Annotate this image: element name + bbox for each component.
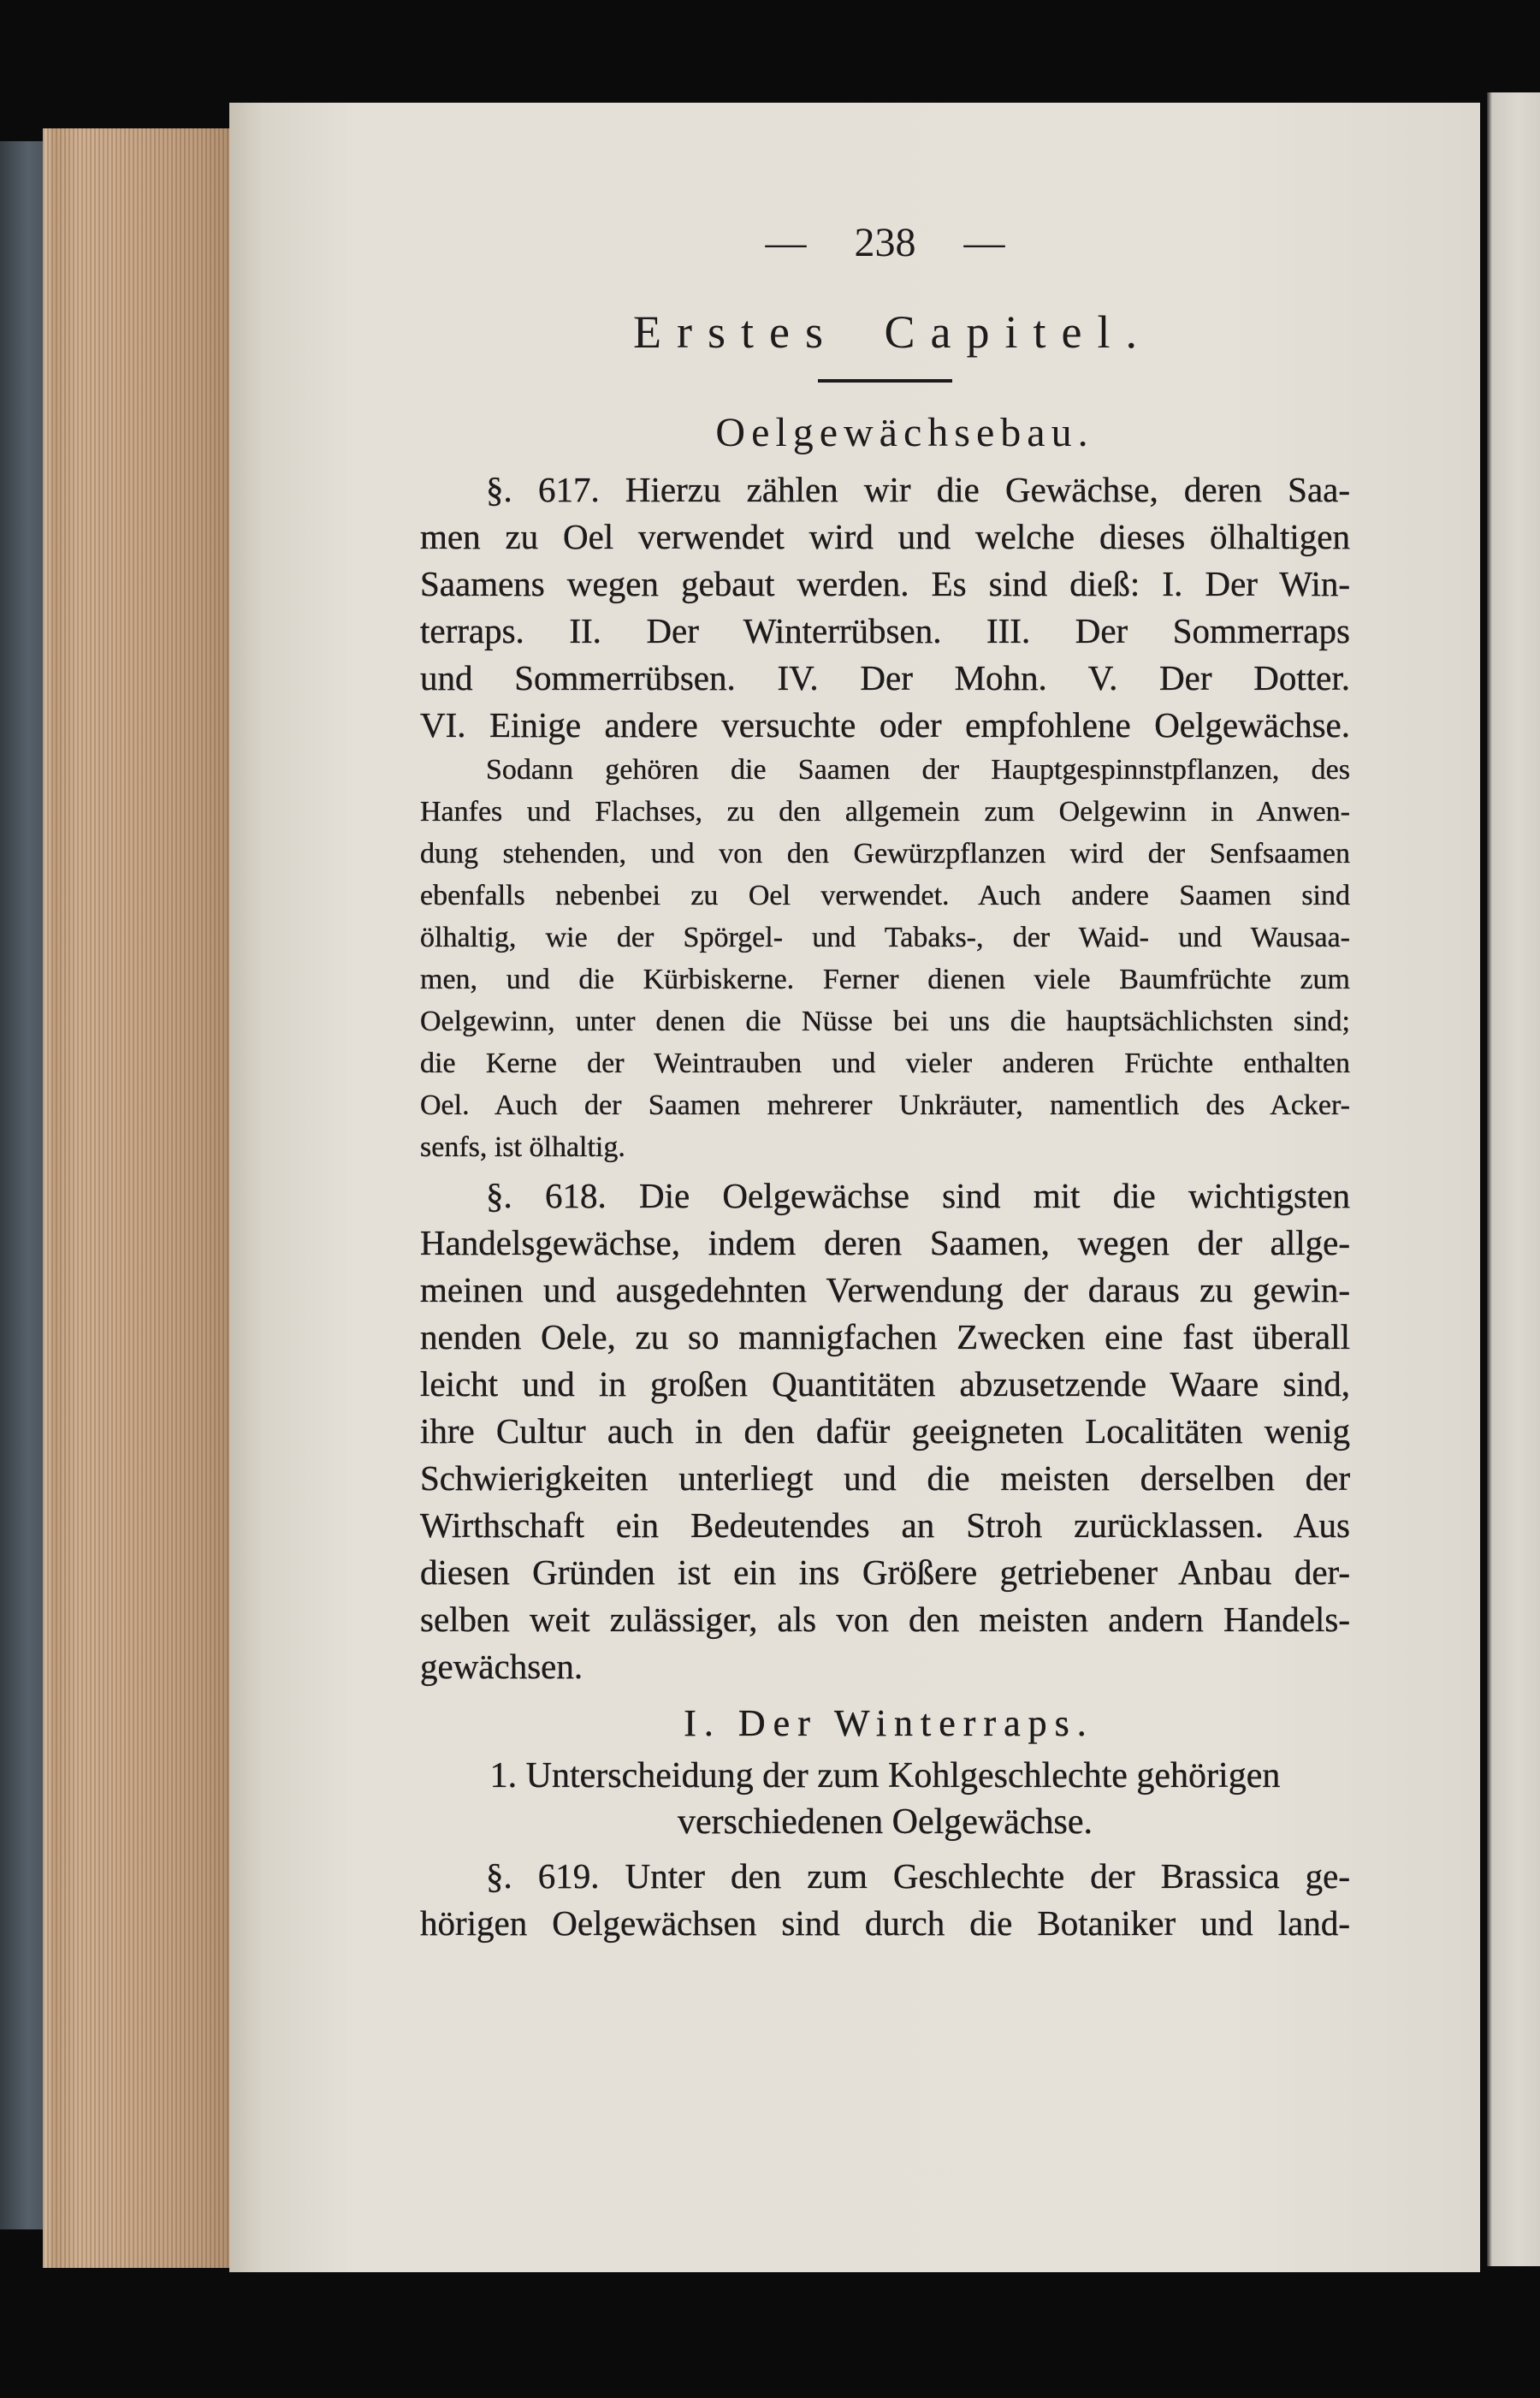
text-line: terraps. II. Der Winterrübsen. III. Der Sommerraps	[420, 611, 1350, 650]
text-line: gewächsen.	[420, 1647, 583, 1686]
text-line: meinen und ausgedehnten Verwendung der daraus zu gewin-	[420, 1270, 1350, 1309]
text-line: selben weit zulässiger, als von den meisten andern Handels-	[420, 1600, 1350, 1639]
text-line: ebenfalls nebenbei zu Oel verwendet. Auch andere Saamen sind	[420, 880, 1350, 911]
text-line: dung stehenden, und von den Gewürzpflanzen wird der Senfsaamen	[420, 838, 1350, 870]
text-line: Hanfes und Flachses, zu den allgemein zum Oelgewinn in Anwen-	[420, 796, 1350, 828]
text-line: VI. Einige andere versuchte oder empfohlene Oelgewächse.	[420, 705, 1350, 745]
page-number: — 238 —	[765, 220, 1005, 265]
text-line: die Kerne der Weintrauben und vieler anderen Früchte enthalten	[420, 1048, 1350, 1079]
text-line: Wirthschaft ein Bedeutendes an Stroh zurücklassen. Aus	[420, 1505, 1350, 1545]
text-line: ölhaltig, wie der Spörgel- und Tabaks-, der Waid- und Wausaa-	[420, 922, 1350, 953]
book-page	[229, 103, 1480, 2272]
subheading-line: verschiedenen Oelgewächse.	[677, 1802, 1093, 1842]
text-line: Oel. Auch der Saamen mehrerer Unkräuter, namentlich des Acker-	[420, 1089, 1350, 1121]
text-line: nenden Oele, zu so mannigfachen Zwecken eine fast überall	[420, 1317, 1350, 1356]
small-print-note	[420, 749, 1350, 1168]
paragraph-617	[420, 466, 1350, 749]
text-line: Saamens wegen gebaut werden. Es sind dieß: I. Der Win-	[420, 564, 1350, 603]
text-line: Oelgewinn, unter denen die Nüsse bei uns die hauptsächlichsten sind;	[420, 1006, 1350, 1037]
text-line: senfs, ist ölhaltig.	[420, 1131, 625, 1163]
text-line: hörigen Oelgewächsen sind durch die Botaniker und land-	[420, 1903, 1350, 1943]
page-edges	[43, 128, 241, 2268]
subheading	[420, 1753, 1350, 1845]
text-line: leicht und in großen Quantitäten abzusetzende Waare sind,	[420, 1364, 1350, 1404]
section-heading-winterraps: I. Der Winterraps.	[684, 1702, 1094, 1744]
next-page-edge	[1487, 92, 1540, 2266]
text-line: Sodann gehören die Saamen der Hauptgespinnstpflanzen, des	[486, 754, 1350, 786]
text-line: diesen Gründen ist ein ins Größere getriebener Anbau der-	[420, 1552, 1350, 1592]
text-line: Handelsgewächse, indem deren Saamen, wegen der allge-	[420, 1223, 1350, 1262]
paragraph-618	[420, 1172, 1350, 1690]
section-title: Oelgewächsebau.	[715, 410, 1094, 455]
paragraph-619	[420, 1853, 1350, 1947]
chapter-title: Erstes Capitel.	[633, 306, 1152, 358]
text-line: §. 619. Unter den zum Geschlechte der Brassica ge-	[486, 1856, 1350, 1896]
text-line: Schwierigkeiten unterliegt und die meisten derselben der	[420, 1458, 1350, 1498]
text-line: §. 617. Hierzu zählen wir die Gewächse, deren Saa-	[486, 470, 1350, 509]
text-line: ihre Cultur auch in den dafür geeigneten Localitäten wenig	[420, 1411, 1350, 1451]
text-line: und Sommerrübsen. IV. Der Mohn. V. Der Dotter.	[420, 658, 1350, 697]
text-line: §. 618. Die Oelgewächse sind mit die wichtigsten	[486, 1176, 1350, 1215]
text-line: men zu Oel verwendet wird und welche dieses ölhaltigen	[420, 517, 1350, 556]
subheading-line: 1. Unterscheidung der zum Kohlgeschlechte gehörigen	[489, 1756, 1281, 1796]
title-rule	[818, 379, 952, 383]
text-line: men, und die Kürbiskerne. Ferner dienen viele Baumfrüchte zum	[420, 964, 1350, 995]
